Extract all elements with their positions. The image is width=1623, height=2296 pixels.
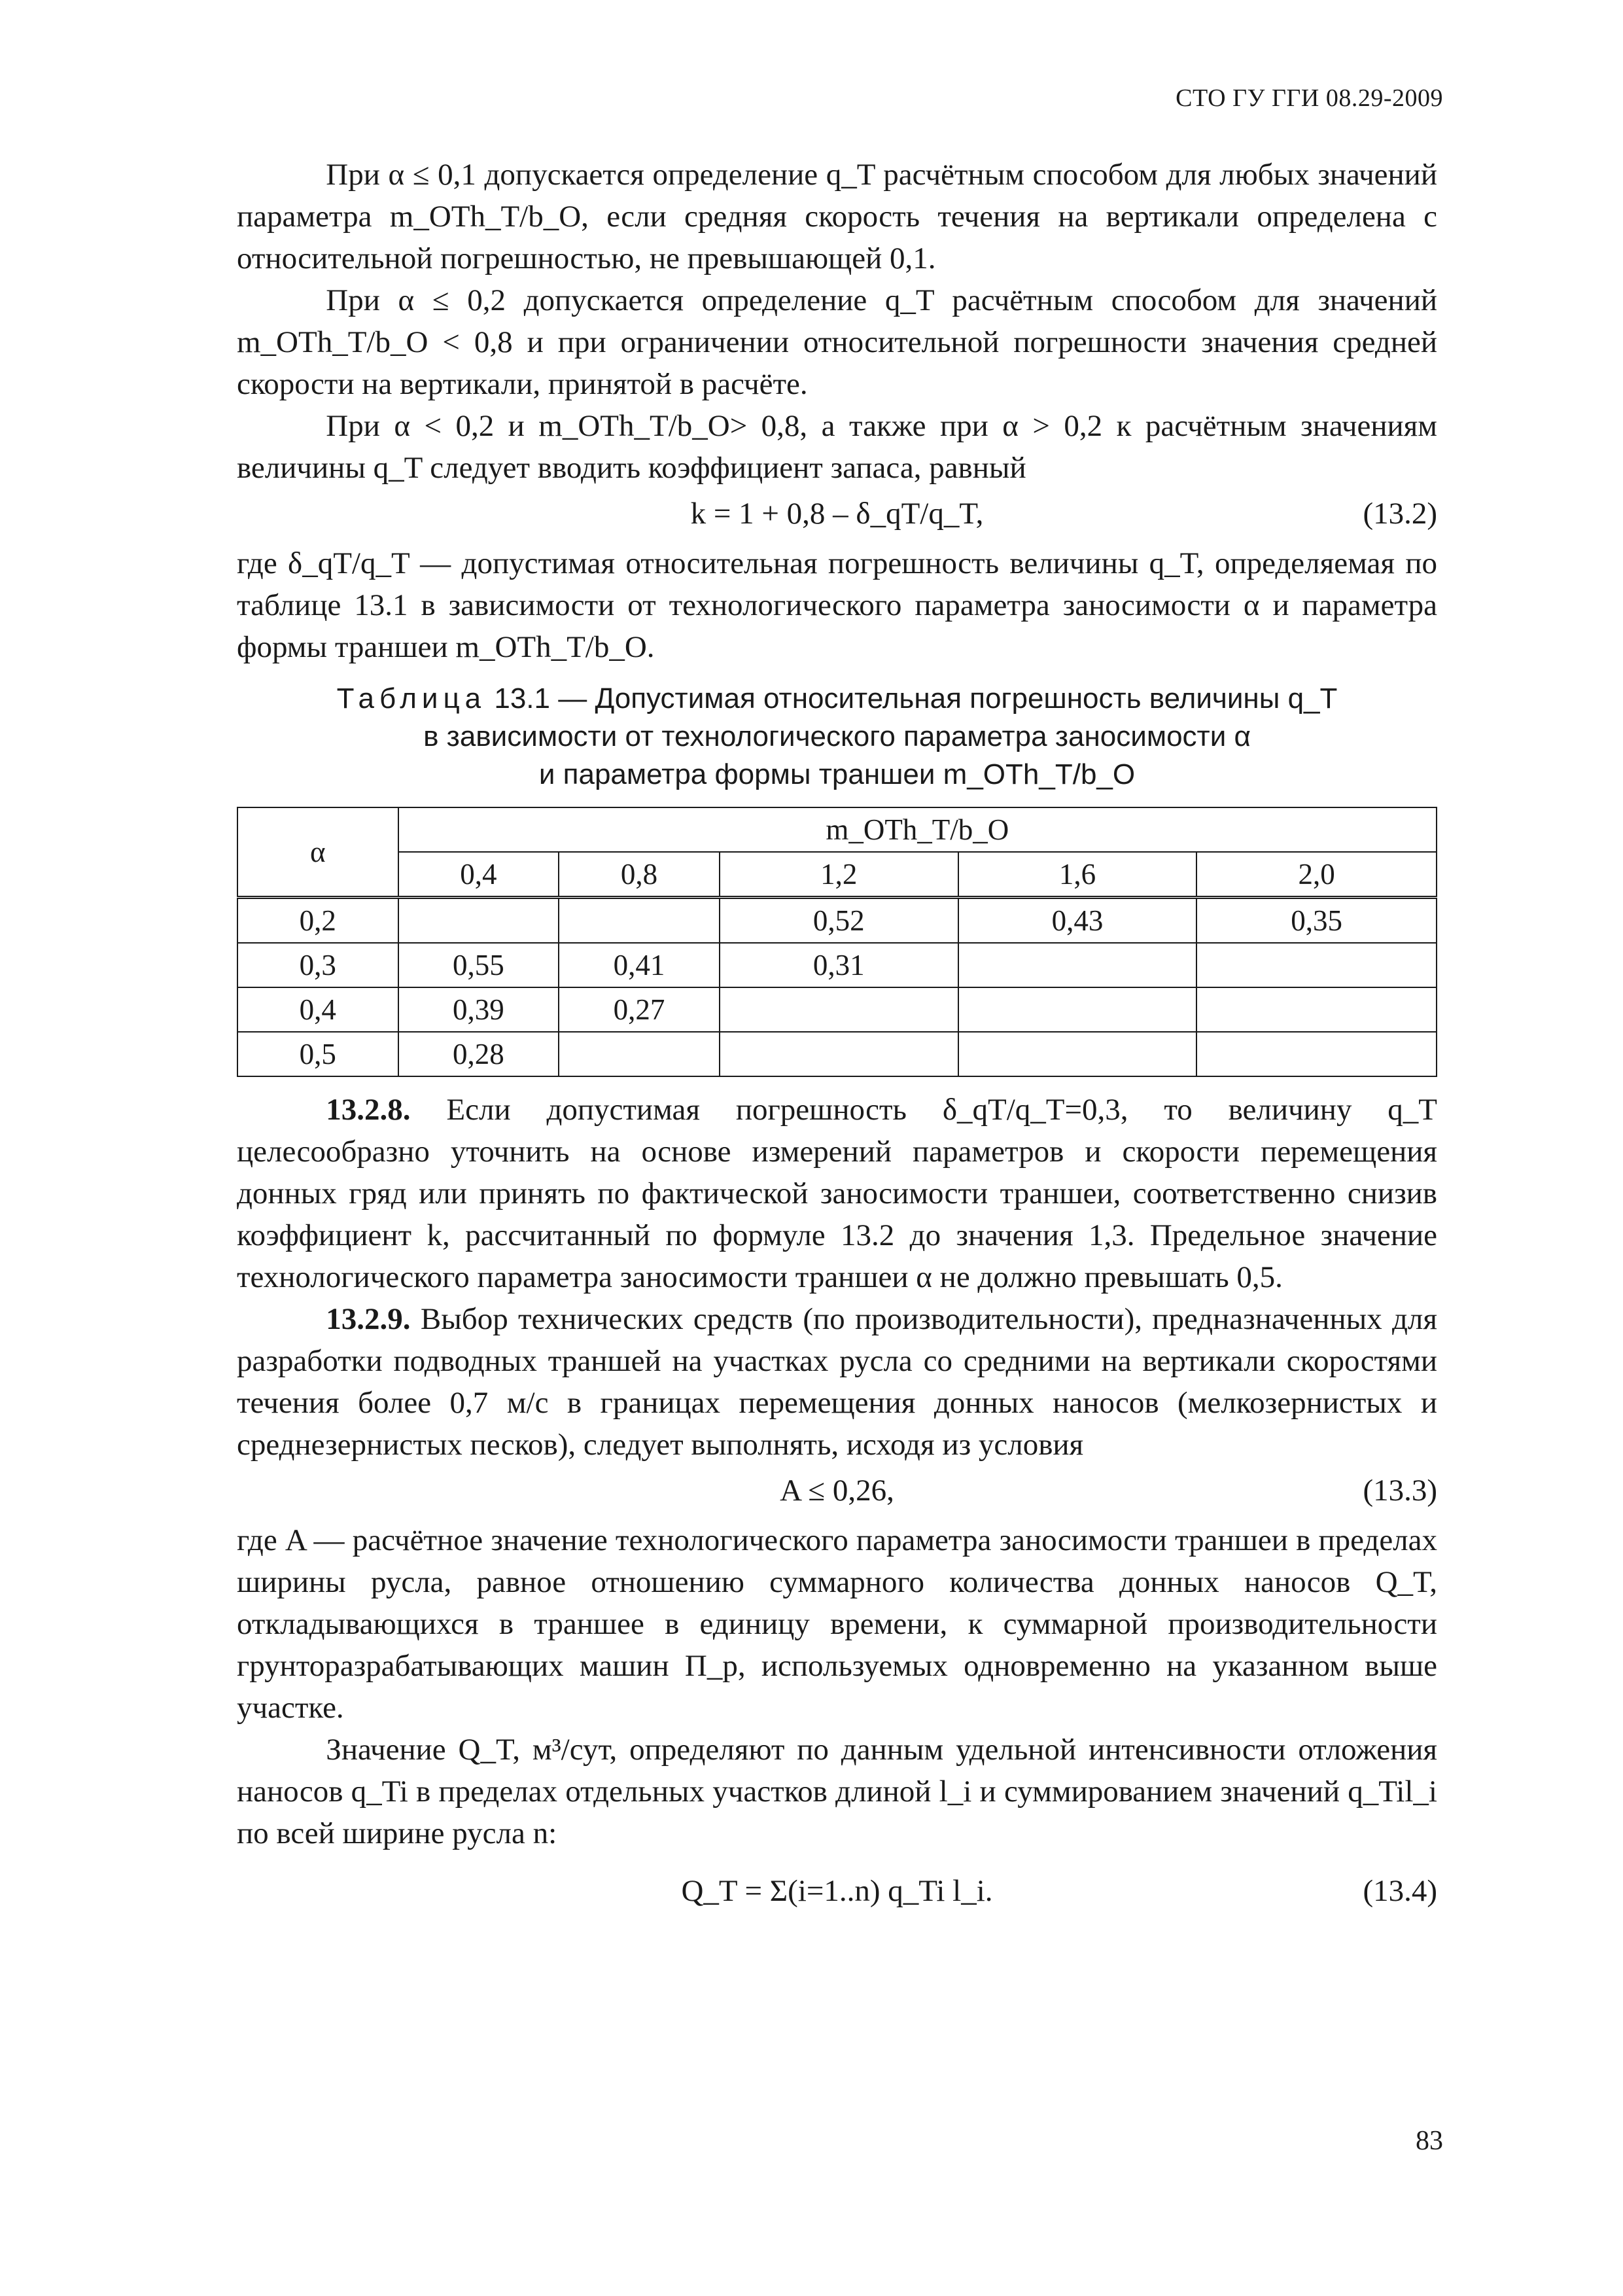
document-code-header: СТО ГУ ГГИ 08.29-2009: [1176, 84, 1443, 112]
formula-13-3-expression: A ≤ 0,26,: [780, 1474, 894, 1508]
document-body: [237, 154, 1437, 1933]
formula-13-4-number: (13.4): [1363, 1874, 1437, 1908]
section-13-2-9: [237, 1298, 1437, 1466]
table-row: [237, 898, 1437, 944]
table-cell: [958, 943, 1197, 987]
table-row-alpha: 0,5: [237, 1032, 398, 1076]
table-cell: 0,31: [720, 943, 958, 987]
section-13-2-8: [237, 1089, 1437, 1298]
table-cell: 0,27: [559, 987, 720, 1032]
formula-13-4-expression: Q_T = Σ(i=1..n) q_Ti l_i.: [681, 1874, 993, 1908]
table-cell: 0,55: [398, 943, 559, 987]
table-row-alpha: 0,4: [237, 987, 398, 1032]
paragraph-qt-determination: Значение Q_T, м³/сут, определяют по данным удельной интенсивности отложения наносов q_Ti в пределах отдельных участков длиной l_i и суммированием значений q_Til_i по всей ширине русла n:: [237, 1733, 1437, 1850]
table-cell: 0,52: [720, 898, 958, 944]
table-row: [237, 1032, 1437, 1076]
table-cell: [1196, 943, 1437, 987]
formula-13-2: [237, 489, 1437, 542]
table-caption-line-1: 13.1 — Допустимая относительная погрешность величины q_T: [494, 682, 1338, 715]
table-cell: [559, 898, 720, 944]
table-cell: [720, 987, 958, 1032]
formula-13-3-number: (13.3): [1363, 1474, 1437, 1508]
section-13-2-8-text: Если допустимая погрешность δ_qT/q_T=0,3, то величину q_T целесообразно уточнить на основе измерений параметров и скорости перемещения донных гряд или принять по фактической заносимости траншеи, соответственно снизив коэффициент k, рассчитанный по формуле 13.2 до значения 1,3. Предельное значение технологического параметра заносимости траншеи α не должно превышать 0,5.: [237, 1093, 1438, 1294]
table-cell: [398, 898, 559, 944]
table-caption-lead: Таблица: [336, 682, 487, 715]
table-column-header: 0,4: [398, 852, 559, 898]
table-header-shape-parameter: m_OTh_T/b_O: [398, 807, 1437, 852]
table-row-alpha: 0,3: [237, 943, 398, 987]
table-header-alpha: α: [237, 807, 398, 898]
paragraph-reserve-coefficient: При α < 0,2 и m_OTh_T/b_O> 0,8, а также при α > 0,2 к расчётным значениям величины q_T следует вводить коэффициент запаса, равный: [237, 409, 1437, 485]
table-header-row-2: [237, 852, 1437, 898]
table-caption: [237, 680, 1437, 794]
table-column-header: 0,8: [559, 852, 720, 898]
section-13-2-9-label: 13.2.9.: [326, 1302, 411, 1336]
table-cell: 0,43: [958, 898, 1197, 944]
table-caption-line-3: и параметра формы траншеи m_OTh_T/b_O: [538, 758, 1136, 790]
table-cell: [720, 1032, 958, 1076]
table-header-row-1: [237, 807, 1437, 852]
table-row: [237, 987, 1437, 1032]
section-13-2-8-label: 13.2.8.: [326, 1093, 411, 1127]
table-row-alpha: 0,2: [237, 898, 398, 944]
formula-13-2-expression: k = 1 + 0,8 – δ_qT/q_T,: [690, 497, 984, 531]
paragraph-formula-13-2-explanation: где δ_qT/q_T — допустимая относительная погрешность величины q_T, определяемая по таблице 13.1 в зависимости от технологического параметра заносимости α и параметра формы траншеи m_OTh_T/b_O.: [237, 546, 1437, 664]
table-cell: 0,35: [1196, 898, 1437, 944]
table-column-header: 1,2: [720, 852, 958, 898]
paragraph-alpha-0-1: При α ≤ 0,1 допускается определение q_T расчётным способом для любых значений параметра m_OTh_T/b_O, если средняя скорость течения на вертикали определена с относительной погрешностью, не превышающей 0,1.: [237, 158, 1437, 275]
table-column-header: 2,0: [1196, 852, 1437, 898]
paragraph-formula-13-3-explanation: где A — расчётное значение технологического параметра заносимости траншеи в пределах ширины русла, равное отношению суммарного количества донных наносов Q_T, откладывающихся в траншее в единицу времени, к суммарной производительности грунторазрабатывающих машин П_p, используемых одновременно на указанном выше участке.: [237, 1523, 1437, 1725]
table-cell: 0,41: [559, 943, 720, 987]
table-cell: 0,39: [398, 987, 559, 1032]
formula-13-3: [237, 1466, 1437, 1519]
section-13-2-9-text: Выбор технических средств (по производительности), предназначенных для разработки подводных траншей на участках русла со средними на вертикали скоростями течения более 0,7 м/с в границах перемещения донных наносов (мелкозернистых и среднезернистых песков), следует выполнять, исходя из условия: [237, 1302, 1437, 1462]
table-cell: [1196, 1032, 1437, 1076]
table-caption-line-2: в зависимости от технологического параметра заносимости α: [423, 720, 1251, 752]
table-column-header: 1,6: [958, 852, 1197, 898]
page-number: 83: [1416, 2126, 1443, 2156]
paragraph-alpha-0-2: При α ≤ 0,2 допускается определение q_T расчётным способом для значений m_OTh_T/b_O < 0,8 и при ограничении относительной погрешности значения средней скорости на вертикали, принятой в расчёте.: [237, 283, 1437, 401]
table-cell: [559, 1032, 720, 1076]
error-table: [237, 807, 1437, 1077]
table-cell: [1196, 987, 1437, 1032]
table-cell: 0,28: [398, 1032, 559, 1076]
formula-13-4: [237, 1854, 1437, 1933]
table-cell: [958, 1032, 1197, 1076]
formula-13-2-number: (13.2): [1363, 497, 1437, 531]
table-cell: [958, 987, 1197, 1032]
table-row: [237, 943, 1437, 987]
